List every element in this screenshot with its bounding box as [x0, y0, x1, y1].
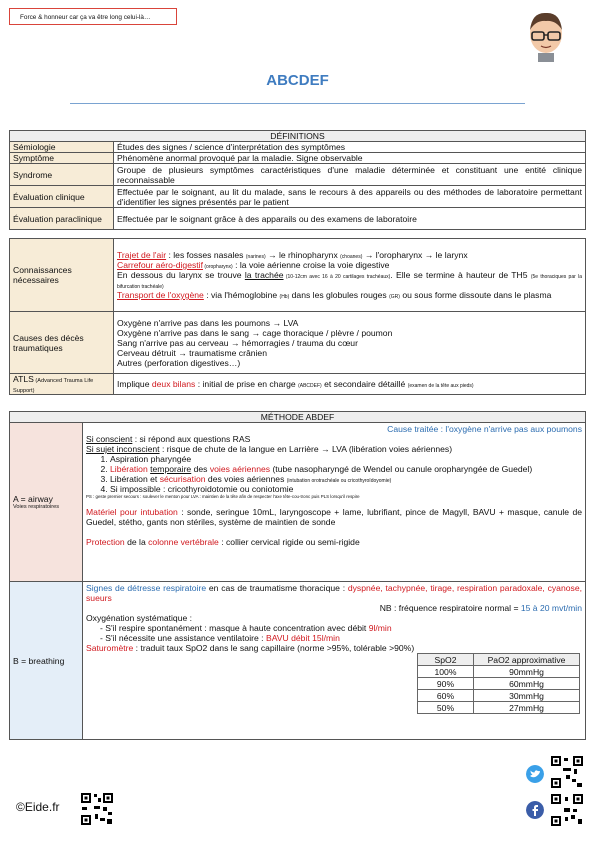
qr-code-facebook-icon[interactable]	[550, 793, 584, 829]
facebook-icon[interactable]	[526, 801, 544, 821]
breathing-label: B = breathing	[10, 582, 83, 740]
breathing-content: Signes de détresse respiratoire en cas de traumatisme thoracique : dyspnée, tachypnée, tirage, respiration paradoxale, cyanose, sueurs NB : fréquence respiratoire normal = 15 à 20 mvt/min Oxygénation systématique : - S'il respire spontanément : masque à haute concentration avec débit 9l/min - S'il nécessite une assistance ventilatoire : BAVU débit 15l/min Saturomètre : traduit taux SpO2 dans le sang capillaire (norme >95%, tolérable >90%) SpO2 PaO2 approximative 100% 90mmHg 90% 60mmHg 60% 30mmHg 50% 27mmHg	[83, 582, 586, 740]
row-label: Syndrome	[10, 164, 114, 186]
row-label: Évaluation paraclinique	[10, 208, 114, 230]
spo2-header: SpO2	[418, 654, 474, 666]
airway-content: Cause traitée : l'oxygène n'arrive pas aux poumons Si conscient : si répond aux questions RAS Si sujet inconscient : risque de chute de la langue en Larrière → LVA (libération voies aériennes) 1. Aspiration pharyngée 2. Libération temporaire des voies aériennes (tube nasopharyngé de Wendel ou canule oropharyngée de Guedel) 3. Libération et sécurisation des voies aériennes (intubation orotrachéale ou cricothyroïdoyomie) 4. Si impossible : cricothyroidotomie ou coniotomie PS : geste premier secours : soulever le menton pour LVA : maintien de la tête afin de respecter l'axe tête-cou-tronc puis PLS lorsqu'il respire Matériel pour intubation : sonde, seringue 10mL, laryngoscope + lame, lubrifiant, pince de Magyll, BAVU + masque, canule de Guedel, stétho, gants non stériles, système de maintien de sonde Protection de la colonne vertébrale : collier cervical rigide ou semi-rigide	[83, 423, 586, 582]
atls-text: Implique deux bilans : initial de prise en charge (ABCDEF) et secondaire détaillé (examen de la tête aux pieds)	[114, 374, 586, 395]
table-cell: 60%	[418, 690, 474, 702]
row-text: Groupe de plusieurs symptômes caractéristiques d'une maladie déterminée et constituant une entité clinique reconnaissable	[114, 164, 586, 186]
page-title: ABCDEF	[266, 72, 329, 89]
qr-code-twitter-icon[interactable]	[550, 755, 584, 791]
row-text: Effectuée par le soignant grâce à des apparails ou des examens de laboratoire	[114, 208, 586, 230]
row-label: Sémiologie	[10, 142, 114, 153]
methode-table	[9, 411, 586, 740]
methode-header: MÉTHODE ABDEF	[10, 412, 586, 423]
twitter-icon[interactable]	[526, 765, 544, 785]
row-label: Connaissances nécessaires	[10, 239, 114, 312]
table-cell: 27mmHg	[474, 702, 580, 714]
row-label: ATLS (Advanced Trauma Life Support)	[10, 374, 114, 395]
row-label: Symptôme	[10, 153, 114, 164]
site-logo[interactable]: ©Eide.fr	[16, 800, 60, 814]
title-divider	[70, 103, 525, 104]
causes-text: Oxygène n'arrive pas dans les poumons → LVA Oxygène n'arrive pas dans le sang → cage thoracique / plèvre / poumon Sang n'arrive pas au cerveau → hémorragies / trauma du cœur Cerveau détruit → traumatisme crânien Autres (perforation digestives…)	[114, 312, 586, 374]
table-gap	[10, 230, 586, 239]
definitions-header: DÉFINITIONS	[10, 131, 586, 142]
row-label: Causes des décès traumatiques	[10, 312, 114, 374]
table-cell: 60mmHg	[474, 678, 580, 690]
row-text: Effectuée par le soignant, au lit du malade, sans le recours à des appareils ou des méthodes de laboratoire permettant d'identifier les signes présentés par le patient	[114, 186, 586, 208]
table-cell: 100%	[418, 666, 474, 678]
qr-code-icon[interactable]	[80, 792, 114, 828]
spo2-table	[417, 653, 580, 714]
row-text: Études des signes / science d'interprétation des symptômes	[114, 142, 586, 153]
header-quote: Force & honneur car ça va être long celui-là…	[9, 8, 177, 25]
row-text: Phénomène anormal provoqué par la maladie. Signe observable	[114, 153, 586, 164]
table-cell: 90%	[418, 678, 474, 690]
pao2-header: PaO2 approximative	[474, 654, 580, 666]
table-cell: 90mmHg	[474, 666, 580, 678]
connaissances-text: Trajet de l'air : les fosses nasales (narines) → le rhinopharynx (choanes) → l'oropharynx → le larynx Carrefour aéro-digestif (oropharynx) : la voie aérienne croise la voie digestive En dessous du larynx se trouve la trachée (10-12cm avec 16 à 20 cartilages trachéaux). Elle se termine à hauteur de TH5 (5e thoraciques par la bifurcation trachéale) Transport de l'oxygène : via l'hémoglobine (Hb) dans les globules rouges (GR) ou sous forme dissoute dans le plasma	[114, 239, 586, 312]
avatar	[526, 10, 566, 62]
airway-label: A = airway Voies respiratoires	[10, 423, 83, 582]
table-cell: 50%	[418, 702, 474, 714]
definitions-table	[9, 130, 586, 395]
row-label: Évaluation clinique	[10, 186, 114, 208]
table-cell: 30mmHg	[474, 690, 580, 702]
